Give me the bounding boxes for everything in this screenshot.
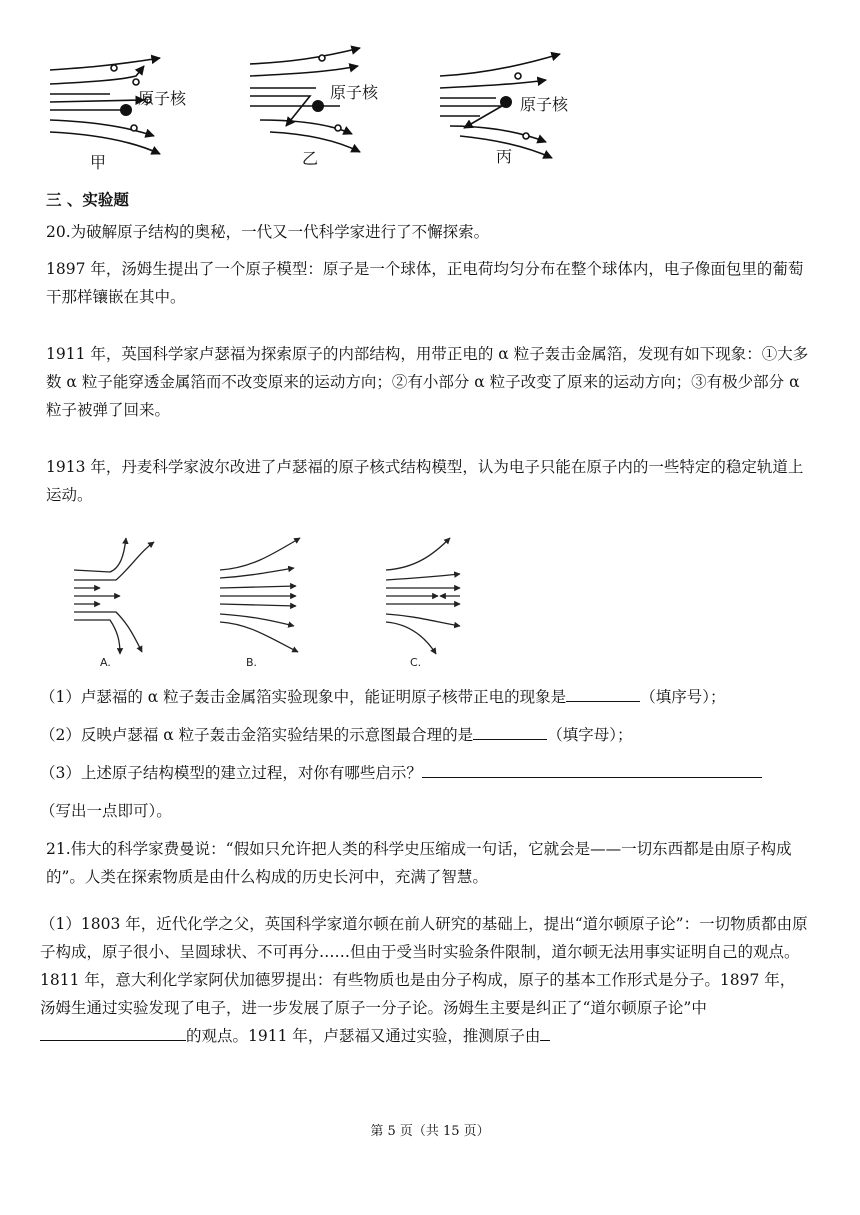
answer-blank-2[interactable] xyxy=(473,723,547,740)
q20-subquestion-3-note: （写出一点即可）。 xyxy=(40,802,172,820)
nucleus-label-yi: 原子核 xyxy=(330,83,379,102)
section-heading: 三 、实验题 xyxy=(46,191,129,209)
alpha-scattering-figure-top xyxy=(40,36,600,176)
option-a-label: A. xyxy=(100,656,111,668)
answer-blank-5[interactable] xyxy=(540,1024,550,1041)
answer-blank-1[interactable] xyxy=(566,685,640,702)
q21-intro: 21.伟大的科学家费曼说：“假如只允许把人类的科学史压缩成一句话，它就会是——一切东西都是由原子构成的”。人类在探索物质是由什么构成的历史长河中，充满了智慧。 xyxy=(46,840,792,886)
diagram-label-bing: 丙 xyxy=(496,147,513,166)
nucleus-yi xyxy=(312,100,324,112)
diagram-label-yi: 乙 xyxy=(302,149,319,168)
answer-blank-4[interactable] xyxy=(40,1024,186,1041)
option-a-diagram xyxy=(74,538,154,654)
nucleus-label-bing: 原子核 xyxy=(520,95,569,114)
nucleus-label-jia: 原子核 xyxy=(138,89,187,108)
option-c-diagram xyxy=(386,538,460,654)
alpha-scattering-options-figure xyxy=(60,528,480,668)
option-c-label: C. xyxy=(410,656,422,668)
q20-paragraph-1897: 1897 年，汤姆生提出了一个原子模型：原子是一个球体，正电荷均匀分布在整个球体内，电子像面包里的葡萄干那样镶嵌在其中。 xyxy=(46,260,804,306)
q20-paragraph-1911: 1911 年，英国科学家卢瑟福为探索原子的内部结构，用带正电的 α 粒子轰击金属箔，发现有如下现象：①大多数 α 粒子能穿透金属箔而不改变原来的运动方向；②有小部分 α 粒子改变了原来的运动方向；③有极少部分 α 粒子被弹了回来。 xyxy=(46,345,809,419)
q21-paragraph-1: （1）1803 年，近代化学之父，英国科学家道尔顿在前人研究的基础上，提出“道尔顿原子论”：一切物质都由原子构成，原子很小、呈圆球状、不可再分……但由于受当时实验条件限制，道尔顿无法用事实证明自己的观点。1811 年，意大利化学家阿伏加德罗提出：有些物质也是由分子构成，原子的基本工作形式是分子。1897 年，汤姆生通过实验发现了电子，进一步发展了原子一分子论。汤姆生主要是纠正了“道尔顿原子论”中的观点。1911 年，卢瑟福又通过实验，推测原子由 xyxy=(40,915,808,1045)
q20-subquestion-1: （1）卢瑟福的 α 粒子轰击金属箔实验现象中，能证明原子核带正电的现象是 （填序号）； xyxy=(40,683,810,711)
nucleus-jia xyxy=(120,104,132,116)
answer-blank-3[interactable] xyxy=(422,761,762,778)
diagram-label-jia: 甲 xyxy=(90,153,107,172)
q20-paragraph-1913: 1913 年，丹麦科学家波尔改进了卢瑟福的原子核式结构模型，认为电子只能在原子内的一些特定的稳定轨道上运动。 xyxy=(46,458,804,504)
q20-intro: 20.为破解原子结构的奥秘，一代又一代科学家进行了不懈探索。 xyxy=(46,223,490,241)
option-b-diagram xyxy=(220,538,300,652)
option-b-label: B. xyxy=(246,656,258,668)
q20-subquestion-3: （3）上述原子结构模型的建立过程，对你有哪些启示？ xyxy=(40,759,810,787)
nucleus-bing xyxy=(500,96,512,108)
q20-subquestion-2: （2）反映卢瑟福 α 粒子轰击金箔实验结果的示意图最合理的是 （填字母）； xyxy=(40,721,810,749)
page-footer: 第 5 页（共 15 页） xyxy=(370,1124,490,1139)
